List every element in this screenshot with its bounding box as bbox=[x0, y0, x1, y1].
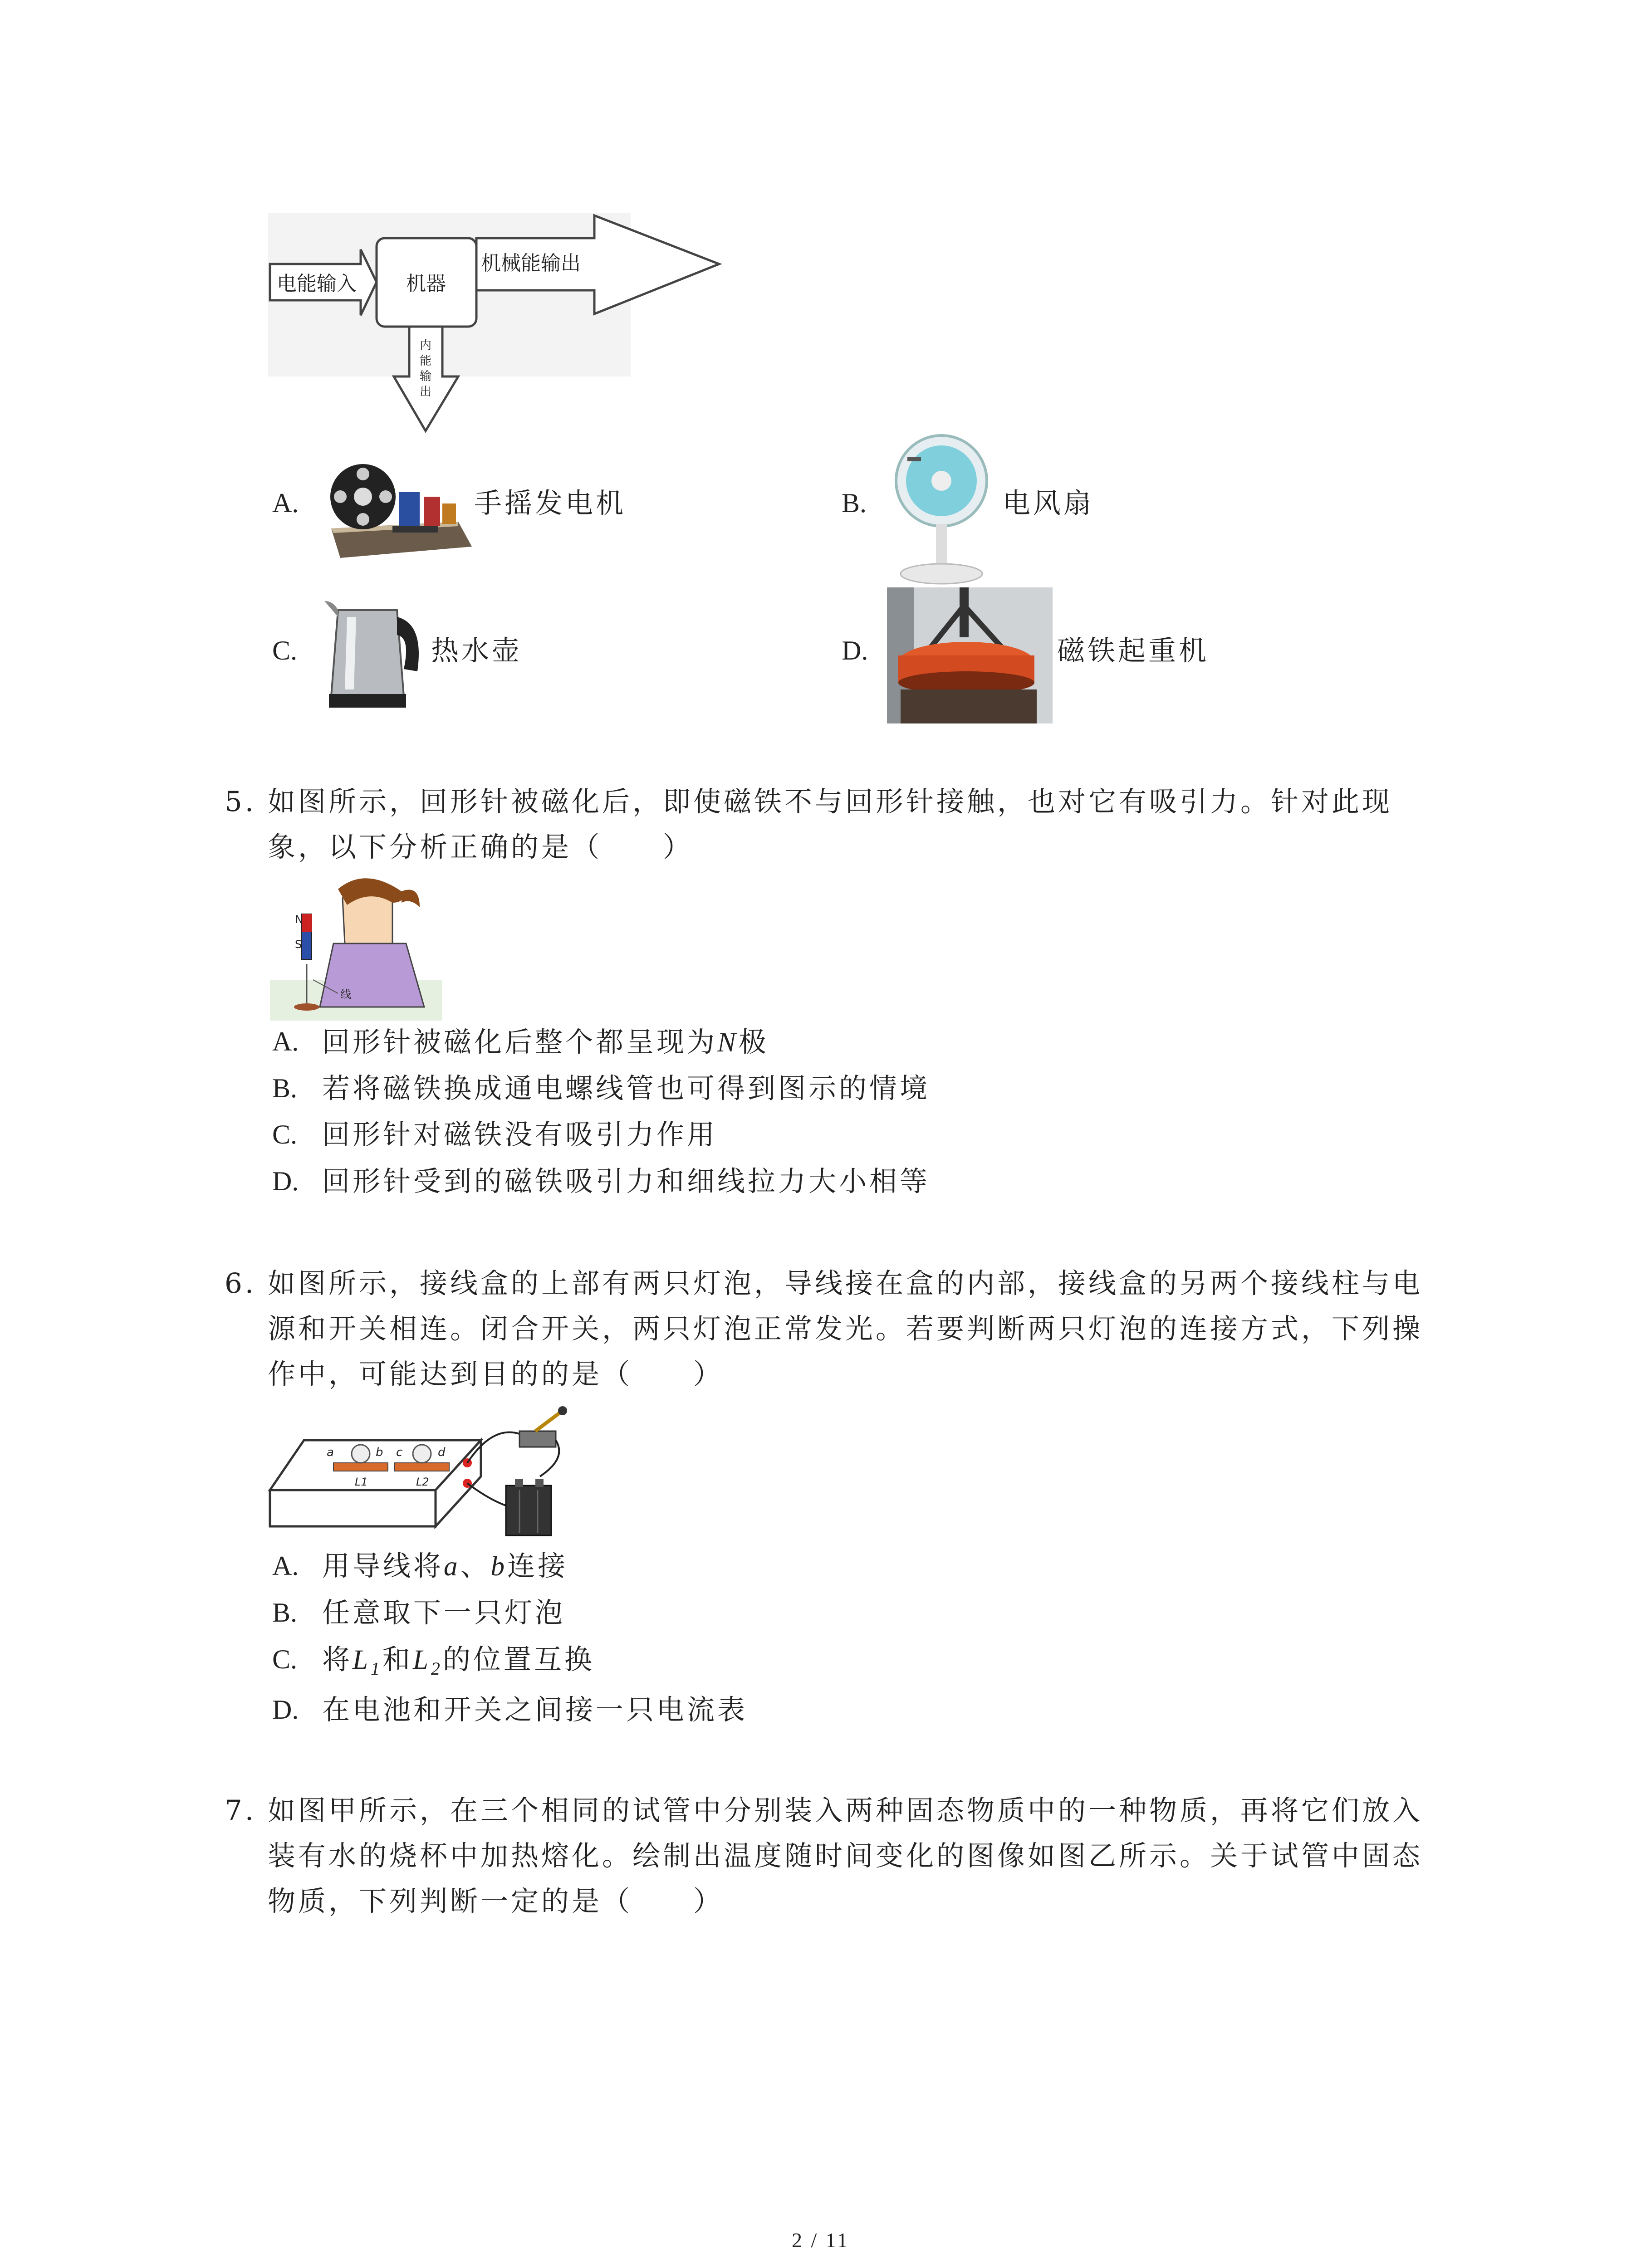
terminal-d-label: d bbox=[438, 1446, 446, 1459]
q6-stem-line1: 如图所示，接线盒的上部有两只灯泡，导线接在盒的内部，接线盒的另两个接线柱与电 bbox=[268, 1267, 1423, 1300]
q5-option-d-text: 回形针受到的磁铁吸引力和细线拉力大小相等 bbox=[322, 1165, 931, 1198]
q5-option-b-letter: B. bbox=[272, 1073, 298, 1103]
q5-option-b-text: 若将磁铁换成通电螺线管也可得到图示的情境 bbox=[322, 1072, 931, 1105]
output-label: 机械能输出 bbox=[481, 252, 581, 275]
q6-stem-line2: 源和开关相连。闭合开关，两只灯泡正常发光。若要判断两只灯泡的连接方式，下列操 bbox=[268, 1313, 1423, 1345]
q5-stem-line1: 如图所示，回形针被磁化后，即使磁铁不与回形针接触，也对它有吸引力。针对此现 bbox=[268, 786, 1393, 818]
magnet-s-label: S bbox=[295, 938, 302, 951]
machine-label: 机器 bbox=[406, 272, 446, 295]
q5-option-c-text: 回形针对磁铁没有吸引力作用 bbox=[322, 1119, 718, 1151]
heat-label: 内能输出 bbox=[419, 339, 432, 399]
terminal-a-label: a bbox=[327, 1446, 334, 1459]
junction-box-circuit-figure bbox=[268, 1404, 594, 1545]
q6-option-b-letter: B. bbox=[272, 1598, 298, 1628]
q5-option-a-text: 回形针被磁化后整个都呈现为N极 bbox=[322, 1026, 769, 1058]
q6-option-c-text: 将$L_1$和$L_2$的位置互换 bbox=[322, 1643, 595, 1679]
hand-crank-generator-image bbox=[322, 454, 476, 562]
q7-stem-line3: 物质，下列判断一定的是（ ） bbox=[268, 1885, 724, 1917]
magnet-n-label: N bbox=[295, 913, 303, 926]
thread-label: 线 bbox=[340, 988, 351, 1001]
electric-fan-image bbox=[889, 433, 1007, 587]
q5-option-a-letter: A. bbox=[272, 1026, 299, 1056]
q4-option-d-letter: D. bbox=[842, 635, 868, 665]
terminal-b-label: b bbox=[376, 1446, 383, 1459]
energy-flow-diagram bbox=[268, 213, 730, 435]
q6-option-c-letter: C. bbox=[272, 1644, 298, 1674]
q5-number: 5. bbox=[225, 786, 257, 818]
q4-option-c-text: 热水壶 bbox=[431, 635, 523, 667]
q4-option-b-text: 电风扇 bbox=[1003, 487, 1094, 519]
q6-number: 6. bbox=[225, 1267, 257, 1300]
q6-option-d-letter: D. bbox=[272, 1695, 299, 1725]
page-number: 2 / 11 bbox=[792, 2229, 850, 2252]
electric-kettle-image bbox=[320, 592, 429, 714]
q5-option-c-letter: C. bbox=[272, 1119, 298, 1149]
lamp-l1-label: L1 bbox=[355, 1476, 368, 1488]
q4-option-a-text: 手摇发电机 bbox=[474, 487, 627, 519]
q7-stem-line2: 装有水的烧杯中加热熔化。绘制出温度随时间变化的图像如图乙所示。关于试管中固态 bbox=[268, 1840, 1423, 1872]
q7-stem-line1: 如图甲所示，在三个相同的试管中分别装入两种固态物质中的一种物质，再将它们放入 bbox=[268, 1794, 1423, 1827]
q6-option-a-text: 用导线将a、b连接 bbox=[322, 1550, 568, 1582]
magnet-crane-image bbox=[887, 587, 1053, 723]
terminal-c-label: c bbox=[396, 1446, 403, 1459]
q7-number: 7. bbox=[225, 1794, 257, 1827]
q4-option-b-letter: B. bbox=[842, 488, 867, 518]
q6-option-a-letter: A. bbox=[272, 1551, 299, 1581]
q6-stem-line3: 作中，可能达到目的的是（ ） bbox=[268, 1358, 724, 1390]
q5-stem-line2: 象，以下分析正确的是（ ） bbox=[268, 831, 694, 863]
q4-option-c-letter: C. bbox=[272, 635, 298, 665]
q4-option-d-text: 磁铁起重机 bbox=[1057, 635, 1210, 667]
magnetized-paperclip-figure bbox=[270, 871, 442, 1021]
input-label: 电能输入 bbox=[277, 272, 357, 295]
lamp-l2-label: L2 bbox=[416, 1476, 429, 1488]
q6-option-d-text: 在电池和开关之间接一只电流表 bbox=[322, 1694, 748, 1726]
q6-option-b-text: 任意取下一只灯泡 bbox=[322, 1597, 566, 1629]
q4-option-a-letter: A. bbox=[272, 488, 299, 518]
q5-option-d-letter: D. bbox=[272, 1166, 299, 1196]
